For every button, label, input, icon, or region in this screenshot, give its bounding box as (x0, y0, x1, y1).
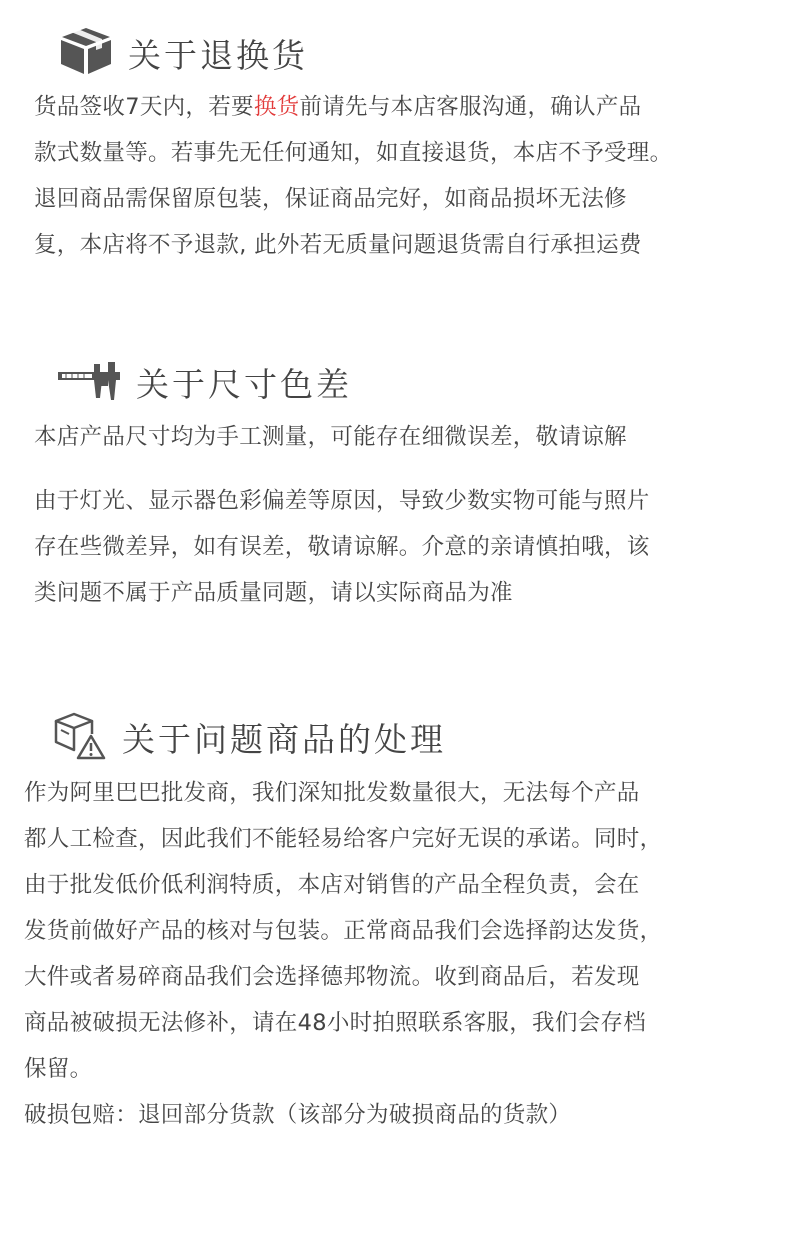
caliper-icon (56, 358, 122, 406)
text-line: 类问题不属于产品质量同题，请以实际商品为准 (34, 580, 513, 606)
size-color-heading (56, 358, 352, 406)
problem-goods-text (24, 770, 662, 1138)
text-line: 退回商品需保留原包装，保证商品完好，如商品损坏无法修 (34, 186, 627, 212)
text-line: 作为阿里巴巴批发商，我们深知批发数量很大，无法每个产品 (24, 780, 640, 806)
text-line: 商品被破损无法修补，请在48小时拍照联系客服，我们会存档 (24, 1010, 647, 1036)
size-measurement-text (34, 414, 627, 460)
return-exchange-heading (58, 26, 308, 80)
text-line: 复，本店将不予退款, 此外若无质量问题退货需自行承担运费 (34, 232, 642, 258)
size-color-title: 关于尺寸色差 (136, 364, 352, 404)
text-line: 发货前做好产品的核对与包装。正常商品我们会选择韵达发货， (24, 918, 663, 944)
return-exchange-text (34, 84, 672, 268)
exchange-highlight: 换货 (253, 94, 300, 120)
damaged-box-warning-icon (52, 710, 106, 764)
problem-goods-heading (52, 710, 446, 764)
text-line: 大件或者易碎商品我们会选择德邦物流。收到商品后，若发现 (24, 964, 640, 990)
damage-compensation-line: 破损包赔：退回部分货款（该部分为破损商品的货款） (24, 1102, 572, 1128)
text-line: 由于批发低价低利润特质，本店对销售的产品全程负责，会在 (24, 872, 640, 898)
text-line: 由于灯光、显示器色彩偏差等原因，导致少数实物可能与照片 (34, 488, 650, 514)
text-line: 存在些微差异，如有误差，敬请谅解。介意的亲请慎拍哦，该 (34, 534, 650, 560)
return-exchange-title: 关于退换货 (128, 35, 308, 75)
problem-goods-title: 关于问题商品的处理 (122, 719, 446, 759)
text-line: 本店产品尺寸均为手工测量，可能存在细微误差，敬请谅解 (34, 424, 627, 450)
box-icon (58, 26, 114, 80)
text-line: 款式数量等。若事先无任何通知，如直接退货，本店不予受理。 (34, 140, 673, 166)
color-difference-text (34, 478, 650, 616)
text-line: 货品签收7天内，若要换货前请先与本店客服沟通，确认产品 (34, 94, 642, 120)
text-line: 都人工检查，因此我们不能轻易给客户完好无误的承诺。同时， (24, 826, 663, 852)
text-line: 保留。 (24, 1056, 93, 1082)
